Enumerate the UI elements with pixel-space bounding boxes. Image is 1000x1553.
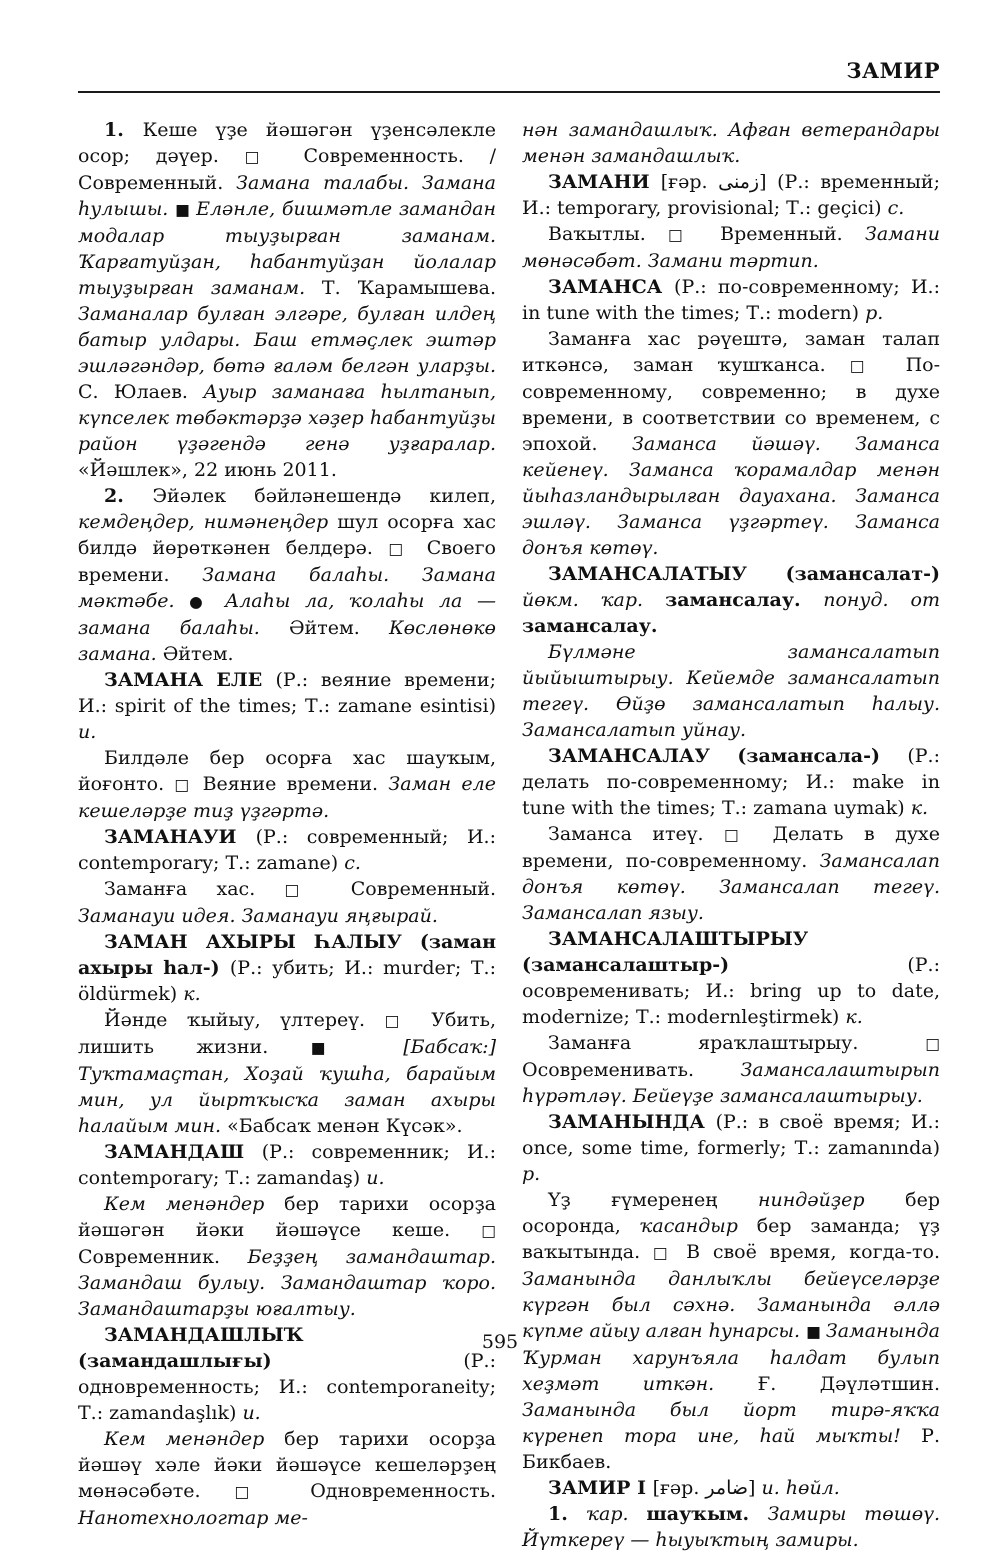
text-segment: и. — [78, 721, 97, 743]
text-segment: По-современному, современно; в духе времени, в соответствии со временем, с эпохой. — [522, 354, 940, 455]
text-segment: Әйтем. — [288, 617, 389, 639]
header-rule — [78, 91, 940, 93]
text-segment: Ваҡытлы. — [548, 223, 669, 245]
paragraph — [78, 1139, 496, 1191]
text-segment: Еләнле, бишмәтле замандан модалар тыуҙырған заманам. Ҡарғатуйҙан, һабантуйҙан йолалар тыуҙырған заманам. — [78, 198, 496, 299]
text-segment: Бүлмәне замансалатып йыйыштырыу. Кейемде замансалатып тегеү. Өйҙө замансалатып һалыу. Замансалатып уйнау. — [522, 641, 940, 741]
text-segment: р. — [865, 302, 884, 324]
text-segment: бер тарихи осорҙа йәшәгән йәки йәшәүсе кеше. — [78, 1193, 496, 1241]
text-segment: Замансалаштырып һүрәтләү. Бейеүҙе замансалаштырыу. — [522, 1059, 940, 1107]
text-segment: с. — [344, 852, 361, 874]
text-segment: Кеше үҙе йәшәгән үҙенсәлекле осор; дәүер. — [78, 119, 496, 167]
text-segment: □ — [481, 1222, 496, 1240]
text-segment: □ — [849, 357, 906, 375]
text-segment: ЗАМАНСАЛАТЫУ (замансалат-) — [548, 563, 940, 585]
paragraph — [78, 1191, 496, 1322]
paragraph — [522, 1030, 940, 1109]
text-segment: Современник. — [78, 1246, 248, 1268]
paragraph — [522, 821, 940, 926]
text-segment: Заманауи идея. Заманауи яңғырай. — [78, 905, 438, 927]
text-segment: к. — [845, 1006, 863, 1028]
text-segment: ЗАМАНДАШ — [104, 1141, 262, 1163]
text-segment: Йәнде ҡыйыу, үлтереү. — [104, 1009, 385, 1031]
text-segment: бер тарихи осорҙа йәшәү хәле йәки йәшәүсе кешеләрҙең мөнәсәбәте. — [78, 1428, 496, 1502]
text-segment: ЗАМИР I — [548, 1477, 653, 1499]
text-segment: 1. — [548, 1503, 587, 1525]
text-segment: □ — [925, 1035, 940, 1053]
text-segment: Беҙҙең замандаштар. Замандаш булыу. Замандаштар ҡоро. Замандаштарҙы юғалтыу. — [78, 1246, 496, 1320]
text-segment: Үҙ ғүмеренең — [548, 1189, 759, 1211]
text-segment: □ — [724, 826, 773, 844]
text-segment: □ — [174, 776, 203, 794]
text-segment: и. — [366, 1167, 385, 1189]
text-segment: Заманында данлыҡлы бейеүселәрҙе күргән был сәхнә. Заманында әллә күпме айыу алған һунарсы. — [522, 1268, 940, 1342]
text-segment: Билдәле бер осорға хас шауҡым, йоғонто. — [78, 747, 496, 795]
text-segment: бер заманда; үҙ ваҡытында. — [522, 1215, 941, 1263]
text-segment: Заманға хас. — [104, 878, 285, 900]
text-segment: Р. Бикбаев. — [522, 1425, 940, 1473]
text-segment: Заманса йәшәү. Заманса кейенеү. Заманса ҡорамалдар менән йыһазландырылған дауахана. Заманса эшләү. Заманса үҙгәртеү. Заманса донъя көтөү. — [522, 433, 940, 559]
text-segment: замансалау. — [522, 615, 658, 637]
text-segment: ■ — [310, 1039, 404, 1057]
text-segment: Нанотехнологтар ме- — [78, 1507, 308, 1529]
paragraph — [522, 561, 940, 639]
text-segment: ] (Р.: временный; И.: temporary, provisional; Т.: geçici) — [522, 171, 940, 219]
text-segment: и. һөйл. — [761, 1477, 840, 1499]
text-segment: Замани мөнәсәбәт. Замани тәртип. — [522, 223, 940, 272]
paragraph — [522, 169, 940, 221]
text-segment: 2. — [104, 485, 153, 507]
paragraph — [522, 221, 940, 274]
paragraph — [78, 1007, 496, 1139]
text-segment: (Р.: современник; И.: contemporary; Т.: zamandaş) — [78, 1141, 497, 1189]
paragraph — [78, 876, 496, 929]
dictionary-page — [78, 0, 940, 1553]
text-segment: кемдеңдер, нимәнеңдер — [78, 511, 338, 533]
text-segment: С. Юлаев. — [78, 381, 204, 403]
text-segment: (Р.: убить; И.: murder; Т.: öldürmek) — [78, 957, 496, 1005]
text-segment: Кем менәндер — [104, 1193, 285, 1215]
text-segment: Современный. — [350, 878, 497, 900]
text-segment: Своего времени. — [78, 537, 496, 586]
text-segment: 1. — [104, 119, 143, 141]
text-segment: Кем менәндер — [104, 1428, 285, 1450]
text-segment: шауҡым. — [646, 1503, 768, 1525]
text-segment: Заманалар булған элгәре, булған илдең батыр улдары. Баш етмәҫлек эштәр эшләгәндәр, бөтә ғаләм белгән уларҙы. — [78, 303, 496, 377]
text-segment: ЗАМАНАУИ — [104, 826, 256, 848]
text-segment: Эйәлек бәйләнешендә килеп, — [152, 485, 496, 507]
text-segment: Замиры төшөү. Йүткереү — һыуыҡтың замиры. — [522, 1503, 941, 1551]
text-segment: (Р.: одновременность; И.: contemporaneity; Т.: zamandaşlık) — [78, 1350, 496, 1424]
text-segment: и. — [242, 1402, 261, 1424]
text-segment: Ауыр заманаға һылтанып, күпселек төбәктәрҙә хәҙер һабантуйҙы район үҙәгендә генә уҙғаралар. — [78, 381, 496, 455]
paragraph — [522, 274, 940, 326]
text-segment: ниндәйҙер — [758, 1189, 906, 1211]
text-segment: □ — [234, 1483, 311, 1501]
text-segment: «Бабсаҡ менән Күсәк». — [227, 1115, 463, 1137]
text-segment: Одновременность. — [310, 1480, 497, 1502]
text-segment: □ — [652, 1244, 687, 1262]
paragraph — [522, 1501, 940, 1553]
text-segment: □ — [388, 540, 427, 558]
text-segment: Ғ. Дәүләтшин. — [757, 1373, 940, 1395]
text-segment: р. — [522, 1163, 541, 1185]
text-segment: бер осоронда, — [522, 1189, 940, 1237]
text-segment: ЗАМАНСА — [548, 276, 675, 298]
paragraph — [522, 639, 940, 743]
paragraph — [522, 926, 940, 1030]
text-segment: ЗАМАНСАЛАШТЫРЫУ (замансалаштыр-) — [522, 928, 908, 976]
text-segment: Заман еле кешеләрҙе тиҙ үҙгәртә. — [78, 773, 496, 822]
text-segment: □ — [668, 226, 721, 244]
text-segment: Замана талабы. Замана һулышы. — [78, 172, 497, 220]
text-segment: Делать в духе времени, по-современному. — [522, 823, 940, 872]
text-segment: ЗАМАНСАЛАУ (замансала-) — [548, 745, 908, 767]
text-segment: ЗАМАНА ЕЛЕ — [104, 669, 276, 691]
paragraph — [522, 117, 940, 169]
paragraph — [522, 743, 940, 821]
text-segment: замансалау. — [665, 589, 824, 611]
paragraph — [78, 824, 496, 876]
page-number: 595 — [481, 1331, 519, 1353]
text-segment: «Йәшлек», 22 июнь 2011. — [78, 459, 337, 481]
text-segment: [ғәр. — [660, 171, 719, 193]
paragraph — [78, 929, 496, 1007]
text-segment: Көслөнөкө замана. — [78, 617, 496, 665]
text-segment: В своё время, когда-то. — [686, 1241, 941, 1263]
text-segment: زمنى — [718, 171, 760, 193]
text-segment: [ғәр. — [652, 1477, 706, 1499]
text-segment: Замана балаһы. Замана мәктәбе. — [78, 564, 496, 612]
text-segment: (Р.: осовременивать; И.: bring up to date, modernize; Т.: modernleştirmek) — [522, 954, 940, 1028]
paragraph — [522, 1475, 940, 1501]
text-segment: к. — [183, 983, 201, 1005]
text-segment: Алаһы ла, ҡолаһы ла — замана балаһы. — [78, 590, 496, 639]
text-segment: (Р.: в своё время; И.: once, some time, formerly; Т.: zamanında) — [522, 1111, 940, 1159]
text-segment: Заманса итеү. — [548, 823, 725, 845]
text-segment: с. — [887, 197, 905, 219]
text-segment: (Р.: веяние времени; И.: spirit of the times; Т.: zamane esintisi) — [78, 669, 496, 717]
text-segment: ضامر — [705, 1477, 749, 1499]
text-segment: Замансалап донъя көтөү. Замансалап тегеү. Замансалап языу. — [522, 850, 940, 924]
text-segment: ● — [189, 593, 225, 611]
text-segment: ] — [748, 1477, 762, 1499]
paragraph — [78, 1426, 496, 1531]
paragraph — [78, 483, 496, 667]
text-segment: ҡасандыр — [639, 1215, 757, 1237]
text-segment: (Р.: современный; И.: contemporary; Т.: zamane) — [78, 826, 496, 874]
running-head: ЗАМИР — [846, 58, 940, 83]
text-segment: Временный. — [720, 223, 865, 245]
text-segment: Убить, лишить жизни. — [78, 1009, 496, 1058]
text-segment: Заманға хас рәүештә, заман талап иткәнсә, заман ҡушҡанса. — [522, 328, 940, 376]
text-segment: (Р.: по-современному; И.: in tune with the times; Т.: modern) — [522, 276, 940, 324]
text-segment: йөкм. ҡар. — [522, 589, 666, 611]
text-segment: ЗАМАН АХЫРЫ ҺАЛЫУ (заман ахыры һал-) — [78, 931, 496, 979]
text-segment: [Бабсаҡ:] Туҡтамаҫтан, Хоҙай ҡушһа, барайым мин, ул йыртҡысҡа заман ахыры һалайым мин. — [78, 1036, 496, 1137]
text-segment: Заманында был йорт тирә-яҡҡа күренеп тора ине, һай мыҡты! — [522, 1399, 940, 1447]
text-segment: Заманында Ҡурман харунъяла һалдат булып хеҙмәт иткән. — [522, 1320, 941, 1395]
text-segment: □ — [244, 148, 304, 166]
text-segment: Веяние времени. — [202, 773, 389, 795]
text-segment: ЗАМАНЫНДА — [548, 1111, 716, 1133]
text-segment: Современность. / Современный. — [78, 145, 496, 194]
text-segment: ■ — [806, 1323, 826, 1341]
text-segment: ЗАМАНДАШЛЫҠ (замандашлығы) — [78, 1324, 464, 1372]
text-segment: понуд. от — [823, 589, 941, 611]
paragraph — [78, 117, 496, 483]
text-segment: нән замандашлыҡ. Афған ветерандары менән замандашлыҡ. — [522, 119, 940, 167]
paragraph — [522, 1109, 940, 1187]
text-segment: (Р.: делать по-современному; И.: make in tune with the times; Т.: zamana uymak) — [522, 745, 940, 819]
text-segment: Заманға яраҡлаштырыу. — [548, 1032, 926, 1054]
text-segment: ■ — [175, 201, 197, 219]
text-segment: Әйтем. — [162, 643, 234, 665]
text-segment: ҡар. — [586, 1503, 647, 1525]
text-segment: шул осорға хас билдә йөрөткәнен белдерә. — [78, 511, 496, 559]
paragraph — [78, 667, 496, 745]
paragraph — [522, 326, 940, 561]
text-segment: □ — [284, 881, 351, 899]
text-segment: Осовременивать. — [522, 1059, 741, 1081]
text-segment: ЗАМАНИ — [548, 171, 661, 193]
text-segment: к. — [910, 797, 929, 819]
paragraph — [78, 745, 496, 824]
text-segment: □ — [384, 1012, 432, 1030]
text-segment: Т. Ҡарамышева. — [321, 277, 496, 299]
